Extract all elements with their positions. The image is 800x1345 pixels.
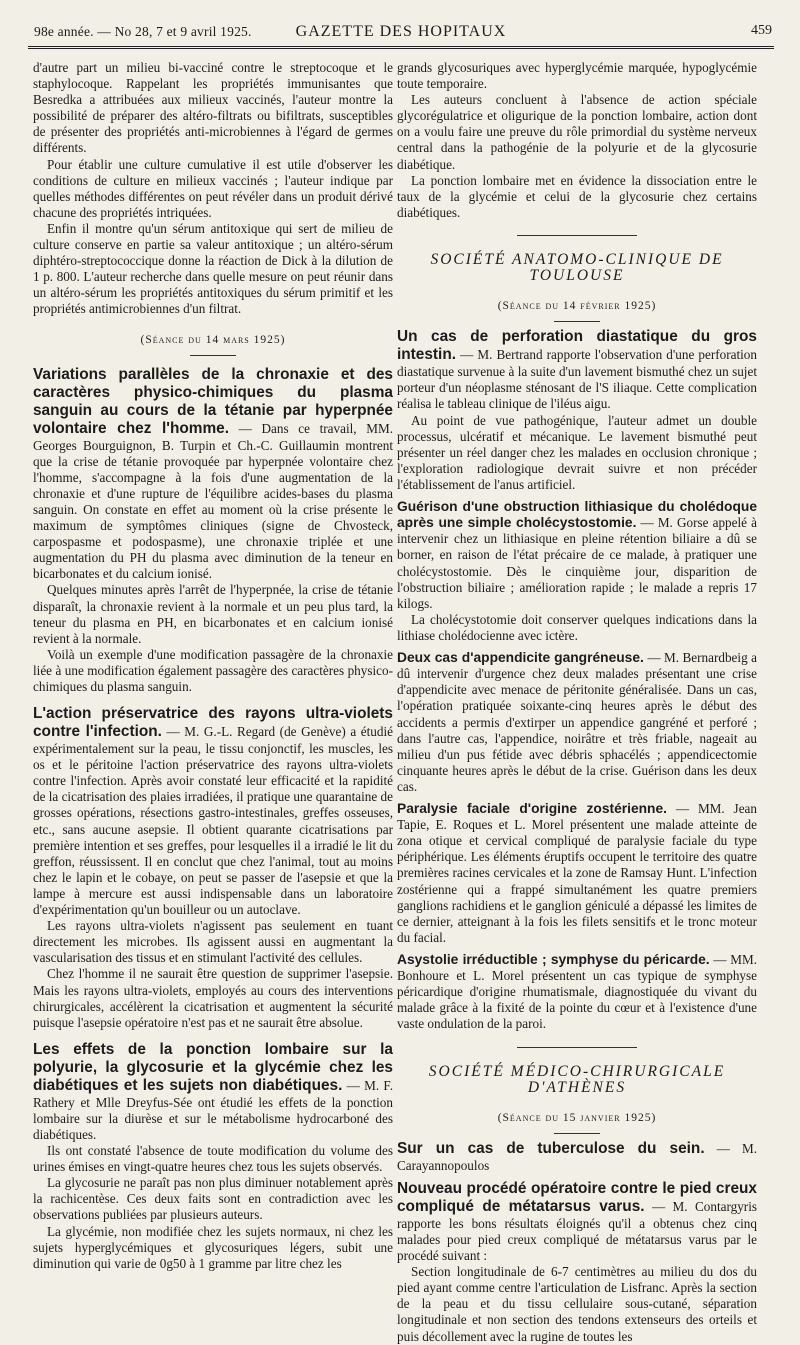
article-body: rapporte les bons résultats éloignés qu'il a obtenus chez cinq malades pour pied creux compliqué de métatarsus varus par le procédé suivant : — [397, 1215, 757, 1264]
article-authors: — M. G.-L. Regard (de Genève) — [161, 724, 346, 740]
article-title: Guérison d'une obstruction lithiasique du cholédoque après une simple cholécystostomie. — [397, 498, 757, 531]
paragraph: grands glycosuriques avec hyperglycémie marquée, hypoglycémie toute temporaire. — [397, 60, 757, 92]
article-authors: — MM. Jean Tapie, E. Roques et L. Morel — [397, 800, 757, 833]
paragraph: Enfin il montre qu'un sérum antitoxique qui sert de milieu de culture conserve en partie sa valeur antitoxique ; un altéro-sérum diphtéro-streptococcique donne la réaction de Dick à la dilution de 1 p. 800. L'auteur recherche dans quelle mesure on peut réunir dans un altéro-sérum les propriétés antitoxiques du sérum primitif et les propriétés antimicrobiennes d'un filtrat. — [33, 220, 393, 317]
article-authors: — M. Contargyris — [644, 1198, 757, 1214]
article-body: montrent que la crise de tétanie provoquée par hyperpnée volontaire chez l'homme, s'accompagne à la fois d'une augmentation de la chronaxie et d'une rupture de l'équilibre acides-bases du plasma sanguin. On constate en effet au moment où la crise présente le maximum de symptômes cliniques (signe de Chvosteck, carpospasme et podospasme), une chronaxie triplée et une augmentation du PH du plasma avec diminution de la teneur en bicarbonates et du calcium ionisé. — [33, 437, 393, 582]
article-body: appelé à intervenir chez un lithiasique en pleine rétention biliaire a dû se borner, en raison de l'état précaire de ce malade, à pratiquer une cholécystostomie. Dès le cinquième jour, disparition de l'obstruction biliaire ; amélioration rapide ; le malade a repris 17 kilogs. — [397, 515, 757, 611]
paragraph: La ponction lombaire met en évidence la dissociation entre le taux de la glycémie et celui de la glycosurie chez certains diabétiques. — [397, 172, 757, 220]
article — [397, 1180, 757, 1345]
paragraph: d'autre part un milieu bi-vacciné contre le streptocoque et le staphylocoque. Rappelant les propriétés immunisantes que Besredka a attribuées aux milieux vaccinés, l'auteur montre la possibilité de préparer des altéro-filtrats ou bifiltrats, susceptibles de présenter des propriétés anti-microbiennes à l'égard de germes différents. — [33, 60, 393, 156]
paragraph: Voilà un exemple d'une modification passagère de la chronaxie liée à une modification également passagère des caractères physico-chimiques du plasma sanguin. — [33, 646, 393, 694]
article — [397, 952, 757, 1033]
article-title: Sur un cas de tuberculose du sein. — [397, 1139, 705, 1157]
article — [33, 366, 393, 696]
article-authors: — Dans ce travail, MM. Georges Bourguignon, B. Turpin et Ch.-C. Guillaumin — [33, 420, 393, 453]
issue-info: 98e année. — No 28, 7 et 9 avril 1925. — [34, 24, 252, 39]
article-body: a dû intervenir d'urgence chez deux malades présentant une crise d'appendicite avec menace de péritonite généralisée. Dans un cas, l'opération pratiquée soixante-cinq heures après le début des accidents a permis d'extirper un appendice gangréné et perforé ; dans l'autre cas, l'appendice, noirâtre et très friable, nageait au milieu d'un pus fétide avec débris sphacélés ; appendicectomie cinquante heures après le début de la crise. Guérison dans les deux cas. — [397, 650, 757, 794]
article-authors: — M. Carayannopoulos — [397, 1140, 757, 1173]
paragraph: Chez l'homme il ne saurait être question de supprimer l'asepsie. Mais les rayons ultra-violets, employés au cours des interventions chirurgicales, accélèrent la cicatrisation et augmentent la sécurité puisque l'asepsie opératoire n'est pas et ne saurait être absolue. — [33, 966, 393, 1030]
article-title: Paralysie faciale d'origine zostérienne. — [397, 800, 667, 816]
article — [397, 499, 757, 644]
session-date: (Séance du 14 mars 1925) — [33, 332, 393, 356]
right-column — [397, 60, 757, 1345]
paragraph: Pour établir une culture cumulative il est utile d'observer les conditions de culture en milieux vaccinés ; l'auteur indique par quelles méthodes différentes on peut révéler dans un produit dérivé chacune des propriétés intriquées. — [33, 156, 393, 220]
article — [397, 328, 757, 493]
article — [33, 705, 393, 1031]
article-authors: — MM. Bonhoure et L. Morel — [397, 951, 757, 984]
left-column — [33, 60, 393, 1272]
paragraph: La cholécystotomie doit conserver quelques indications dans la lithiase cholédocienne avec ictère. — [397, 611, 757, 643]
article — [397, 801, 757, 946]
society-heading: SOCIÉTÉ MÉDICO-CHIRURGICALE D'ATHÈNES — [397, 1047, 757, 1096]
article-body: présentent un cas typique de symphyse péricardique d'origine rhumatismale, diagnostiquée du vivant du malade grâce à la fixité de la pointe du cœur et à l'existence d'une vaste ondulation de la paroi. — [397, 968, 757, 1032]
article-title: Les effets de la ponction lombaire sur la polyurie, la glycosurie et la glycémie chez les diabétiques et les sujets non diabétiques. — [33, 1040, 393, 1094]
page-header — [28, 20, 774, 49]
article-body: présentent une malade atteinte de zona otique et cervical compliqué de paralysie faciale du type périphérique. Les éléments éruptifs occupent le territoire des quatre premières racines cervicales et la zone de Ramsay Hunt. L'infection zostérienne qui a frappé simultanément les quatre premiers ganglions rachidiens et le ganglion géniculé a dépassé les limites de ce dernier, atteignant à la fois les filets sensitifs et le tronc moteur du facial. — [397, 817, 757, 945]
article-authors: — M. Bernardbeig — [643, 650, 748, 666]
article — [33, 1041, 393, 1272]
session-date: (Séance du 15 janvier 1925) — [397, 1110, 757, 1134]
journal-title: GAZETTE DES HOPITAUX — [295, 23, 507, 40]
article-title: Deux cas d'appendicite gangréneuse. — [397, 650, 644, 666]
paragraph: Les auteurs concluent à l'absence de action spéciale glycorégulatrice et oligurique de la ponction lombaire, action dont on a voulu faire une preuve du rôle primordial du système nerveux central dans la pathogénie de la polyurie et de la glycosurie diabétique. — [397, 92, 757, 172]
article-title: Asystolie irréductible ; symphyse du péricarde. — [397, 951, 710, 967]
paragraph: Au point de vue pathogénique, l'auteur admet un double processus, ulcératif et mécanique. Le lavement bismuthé peut présenter un réel danger chez les malades en occlusion chronique ; l'exploration radiologique devrait suivre et non précéder l'établissement de l'anus artificiel. — [397, 412, 757, 492]
session-date: (Séance du 14 février 1925) — [397, 298, 757, 322]
article-authors: — M. F. Rathery et Mlle Dreyfus-Sée — [33, 1077, 393, 1110]
article-title: L'action préservatrice des rayons ultra-violets contre l'infection. — [33, 705, 393, 741]
article — [397, 650, 757, 795]
article-authors: — M. Bertrand — [456, 347, 543, 363]
article-authors: — M. Gorse — [636, 515, 709, 531]
paragraph: Ils ont constaté l'absence de toute modification du volume des urines émises en vingt-quatre heures chez tous les sujets observés. — [33, 1143, 393, 1175]
article-body: rapporte l'observation d'une perforation diastatique survenue à la suite d'un lavement bismuthé chez un sujet porteur d'un néoplasme sténosant de l'S iliaque. Cette complication réalisa le tableau clinique de l'iléus aigu. — [397, 347, 757, 412]
article-title: Un cas de perforation diastatique du gros intestin. — [397, 328, 757, 364]
article-title: Variations parallèles de la chronaxie et des caractères physico-chimiques du plasma sanguin au cours de la tétanie par hyperpnée volontaire chez l'homme. — [33, 365, 393, 437]
page-number: 459 — [751, 23, 772, 38]
paragraph: Les rayons ultra-violets n'agissent pas seulement en tuant directement les microbes. Ils agissent aussi en augmentant la vascularisation des tissus et en stimulant l'activité des cellules. — [33, 918, 393, 966]
society-heading: SOCIÉTÉ ANATOMO-CLINIQUE DE TOULOUSE — [397, 235, 757, 284]
article-title: Nouveau procédé opératoire contre le pied creux compliqué de métatarsus varus. — [397, 1179, 757, 1215]
paragraph: La glycémie, non modifiée chez les sujets normaux, ni chez les sujets hyperglycémiques et glycosuriques légers, subit une diminution qui varie de 0g50 à 1 gramme par litre chez les — [33, 1223, 393, 1271]
article-body: a étudié expérimentalement sur la peau, le tissu conjonctif, les muscles, les os et le péritoine l'action préservatrice des rayons ultra-violets contre l'infection. Après avoir constaté leur efficacité et la rapidité de la cicatrisation des plaies irradiées, il pratique une quarantaine de grosses opérations, résections gastro-intestinales, greffes osseuses, etc., sans aucune asepsie. Il obtient quarante cicatrisations par première intention et ses greffes, pour lesquelles il a irradié le lit du greffon, réussissent. Il en conclut que chez l'animal, tout au moins chez le lapin et le cobaye, on peut se passer de l'asepsie et que la lampe à mercure est aussi indispensable dans un laboratoire d'expérimentation qu'un bouilleur ou un autoclave. — [33, 724, 393, 918]
paragraph: Quelques minutes après l'arrêt de l'hyperpnée, la crise de tétanie disparaît, la chronaxie revient à la normale et un peu plus tard, la teneur du plasma en PH, en bicarbonates et en calcium ionisé revient à la normale. — [33, 582, 393, 646]
paragraph: La glycosurie ne paraît pas non plus diminuer notablement après la rachicentèse. Ces deux faits sont en contradiction avec les observations publiées par plusieurs auteurs. — [33, 1175, 393, 1223]
article — [397, 1140, 757, 1174]
paragraph: Section longitudinale de 6-7 centimètres au milieu du dos du pied ayant comme centre l'articulation de Lisfranc. Après la section de la peau et du tissu cellulaire sous-cutané, séparation longitudinale et non section des tendons extenseurs des orteils et puis décollement avec la rugine de toutes les — [397, 1264, 757, 1344]
article-body: ont étudié les effets de la ponction lombaire sur la diurèse et sur le métabolisme hydrocarboné des diabétiques. — [33, 1094, 393, 1142]
